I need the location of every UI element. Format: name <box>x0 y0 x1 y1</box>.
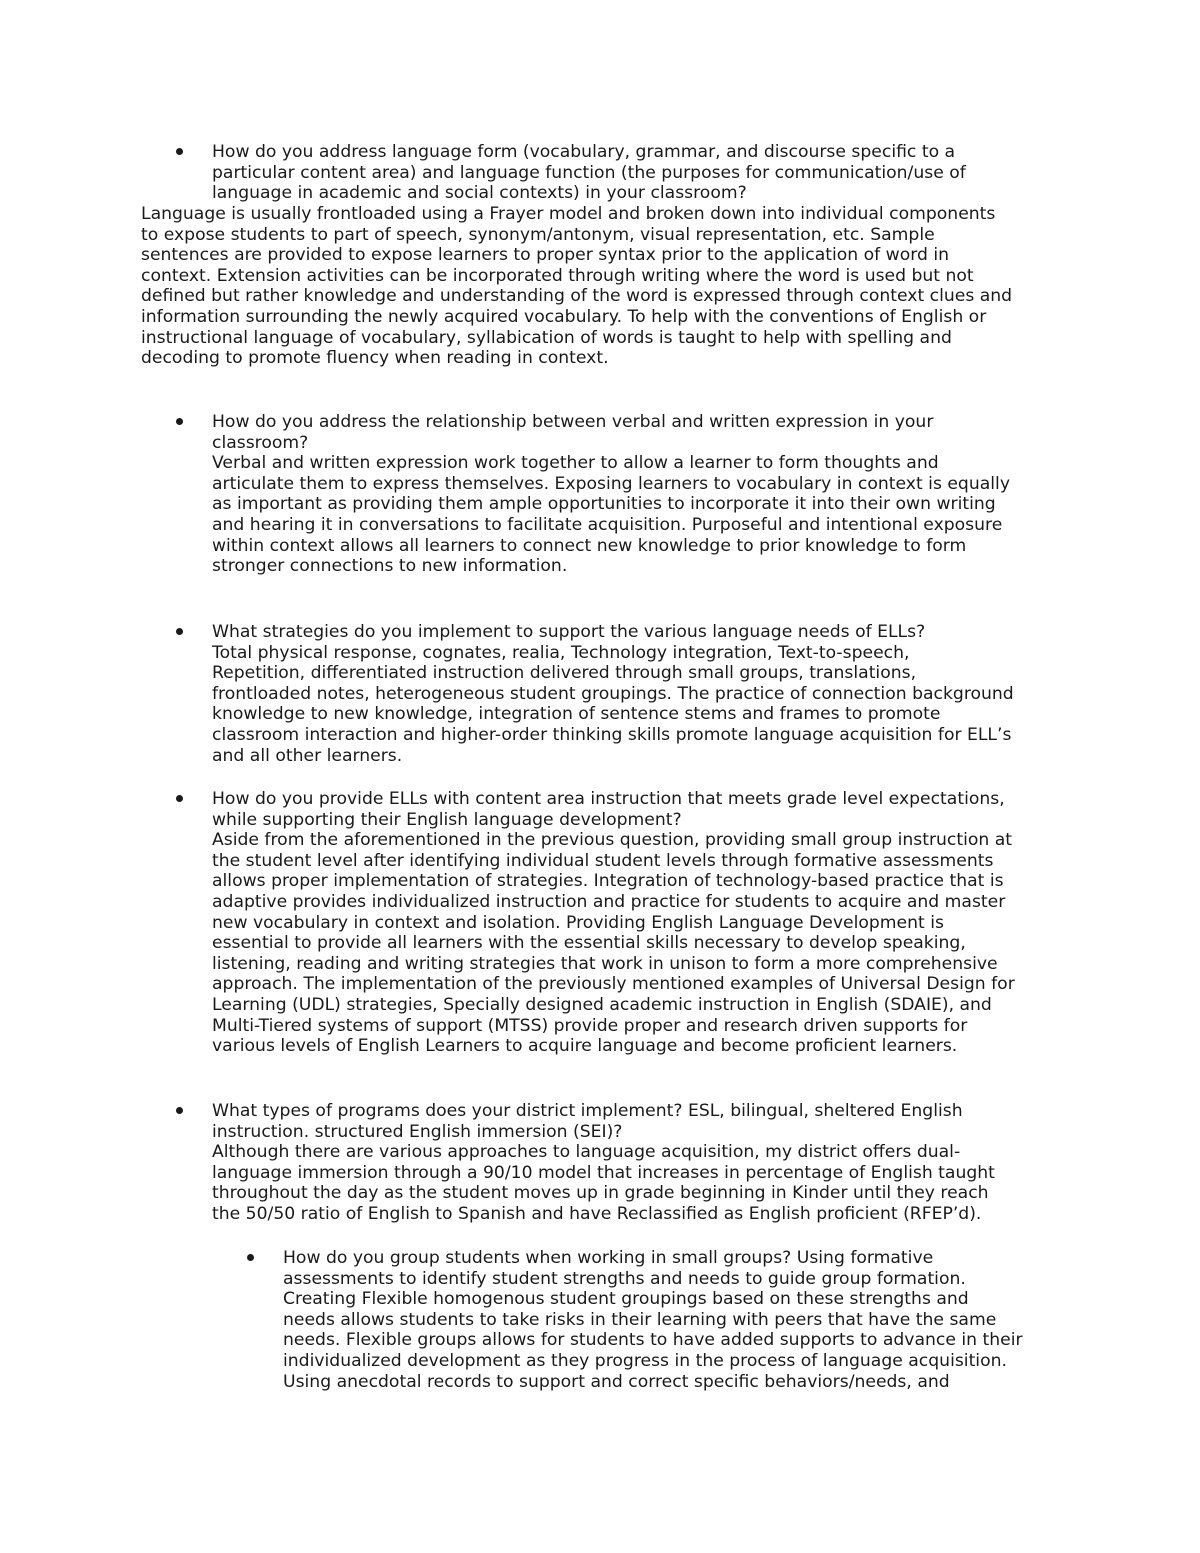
question-5 <box>212 1101 995 1225</box>
answer-2-line: stronger connections to new information. <box>212 556 568 577</box>
answer-4-line: allows proper implementation of strategies. Integration of technology-based practice that is <box>212 871 1004 892</box>
answer-1-line: context. Extension activities can be incorporated through writing where the word is used but not <box>141 265 974 286</box>
question-6-line: assessments to identify student strengths and needs to guide group formation. <box>283 1268 966 1289</box>
answer-3-line: frontloaded notes, heterogeneous student groupings. The practice of connection background <box>212 683 1014 704</box>
answer-1-line: Language is usually frontloaded using a Frayer model and broken down into individual components <box>141 204 996 224</box>
question-6-line: How do you group students when working in small groups? Using formative <box>283 1248 934 1268</box>
bullet-icon <box>176 1107 183 1114</box>
answer-1-line: decoding to promote fluency when reading in context. <box>141 348 609 369</box>
question-4-line: How do you provide ELLs with content area instruction that meets grade level expectations, <box>212 789 1005 809</box>
bullet-icon <box>176 795 183 802</box>
answer-2-line: Verbal and written expression work together to allow a learner to form thoughts and <box>212 453 939 474</box>
answer-3-line: classroom interaction and higher-order thinking skills promote language acquisition for ELL’s <box>212 724 1012 745</box>
question-3-line: What strategies do you implement to support the various language needs of ELLs? <box>212 622 926 642</box>
bullet-icon <box>176 418 183 425</box>
question-3 <box>212 622 1014 766</box>
answer-1-line: sentences are provided to expose learners to proper syntax prior to the application of word in <box>141 245 950 266</box>
question-6-line: individualized development as they progress in the process of language acquisition. <box>283 1350 1007 1371</box>
answer-1 <box>141 204 1012 369</box>
answer-3-line: and all other learners. <box>212 745 403 766</box>
answer-2-line: articulate them to express themselves. Exposing learners to vocabulary in context is equally <box>212 473 1010 494</box>
answer-4-line: listening, reading and writing strategies that work in unison to form a more comprehensive <box>212 953 998 974</box>
answer-3-line: Repetition, differentiated instruction delivered through small groups, translations, <box>212 663 917 684</box>
question-6 <box>283 1248 1023 1392</box>
answer-4-line: Learning (UDL) strategies, Specially designed academic instruction in English (SDAIE), and <box>212 994 992 1015</box>
answer-4-line: Aside from the aforementioned in the previous question, providing small group instruction at <box>212 830 1013 851</box>
question-2 <box>212 412 1010 577</box>
answer-1-line: instructional language of vocabulary, syllabication of words is taught to help with spelling and <box>141 327 952 348</box>
question-6-line: Using anecdotal records to support and correct specific behaviors/needs, and <box>283 1371 950 1392</box>
question-6-line: needs. Flexible groups allows for students to have added supports to advance in their <box>283 1330 1023 1351</box>
question-1-line: How do you address language form (vocabulary, grammar, and discourse specific to a <box>212 142 956 162</box>
question-2-line: classroom? <box>212 432 309 453</box>
answer-5-line: the 50/50 ratio of English to Spanish and have Reclassified as English proficient (RFEP’d). <box>212 1203 982 1224</box>
answer-5-line: throughout the day as the student moves up in grade beginning in Kinder until they reach <box>212 1183 989 1204</box>
answer-4-line: essential to provide all learners with the essential skills necessary to develop speaking, <box>212 933 966 954</box>
bullet-icon <box>176 628 183 635</box>
answer-4-line: Multi-Tiered systems of support (MTSS) provide proper and research driven supports for <box>212 1015 968 1036</box>
answer-2-line: and hearing it in conversations to facilitate acquisition. Purposeful and intentional exposure <box>212 514 1003 535</box>
question-5-line: What types of programs does your district implement? ESL, bilingual, sheltered English <box>212 1101 963 1121</box>
answer-2-line: within context allows all learners to connect new knowledge to prior knowledge to form <box>212 535 967 556</box>
question-4 <box>212 789 1015 1057</box>
answer-1-line: to expose students to part of speech, synonym/antonym, visual representation, etc. Sample <box>141 224 935 245</box>
bullet-icon <box>247 1254 254 1261</box>
question-1-line: language in academic and social contexts) in your classroom? <box>212 183 747 204</box>
question-6-line: needs allows students to take risks in their learning with peers that have the same <box>283 1309 997 1330</box>
answer-4-line: the student level after identifying individual student levels through formative assessments <box>212 850 994 871</box>
question-1-line: particular content area) and language function (the purposes for communication/use of <box>212 162 966 183</box>
answer-4-line: adaptive provides individualized instruction and practice for students to acquire and master <box>212 891 1006 912</box>
answer-5-line: Although there are various approaches to language acquisition, my district offers dual- <box>212 1142 961 1163</box>
question-5-line: instruction. structured English immersion (SEI)? <box>212 1121 623 1142</box>
question-2-line: How do you address the relationship between verbal and written expression in your <box>212 412 934 432</box>
question-1 <box>212 142 966 204</box>
answer-1-line: information surrounding the newly acquired vocabulary. To help with the conventions of English or <box>141 306 987 327</box>
question-4-line: while supporting their English language development? <box>212 809 682 830</box>
answer-1-line: defined but rather knowledge and understanding of the word is expressed through context clues and <box>141 286 1013 307</box>
answer-3-line: Total physical response, cognates, realia, Technology integration, Text-to-speech, <box>212 642 910 663</box>
answer-2-line: as important as providing them ample opportunities to incorporate it into their own writing <box>212 494 996 515</box>
answer-3-line: knowledge to new knowledge, integration of sentence stems and frames to promote <box>212 704 941 725</box>
answer-4-line: new vocabulary in context and isolation. Providing English Language Development is <box>212 912 944 933</box>
answer-5-line: language immersion through a 90/10 model that increases in percentage of English taught <box>212 1162 995 1183</box>
answer-4-line: approach. The implementation of the previously mentioned examples of Universal Design for <box>212 974 1015 995</box>
question-6-line: Creating Flexible homogenous student groupings based on these strengths and <box>283 1289 969 1310</box>
answer-4-line: various levels of English Learners to acquire language and become proficient learners. <box>212 1036 958 1057</box>
bullet-icon <box>176 148 183 155</box>
